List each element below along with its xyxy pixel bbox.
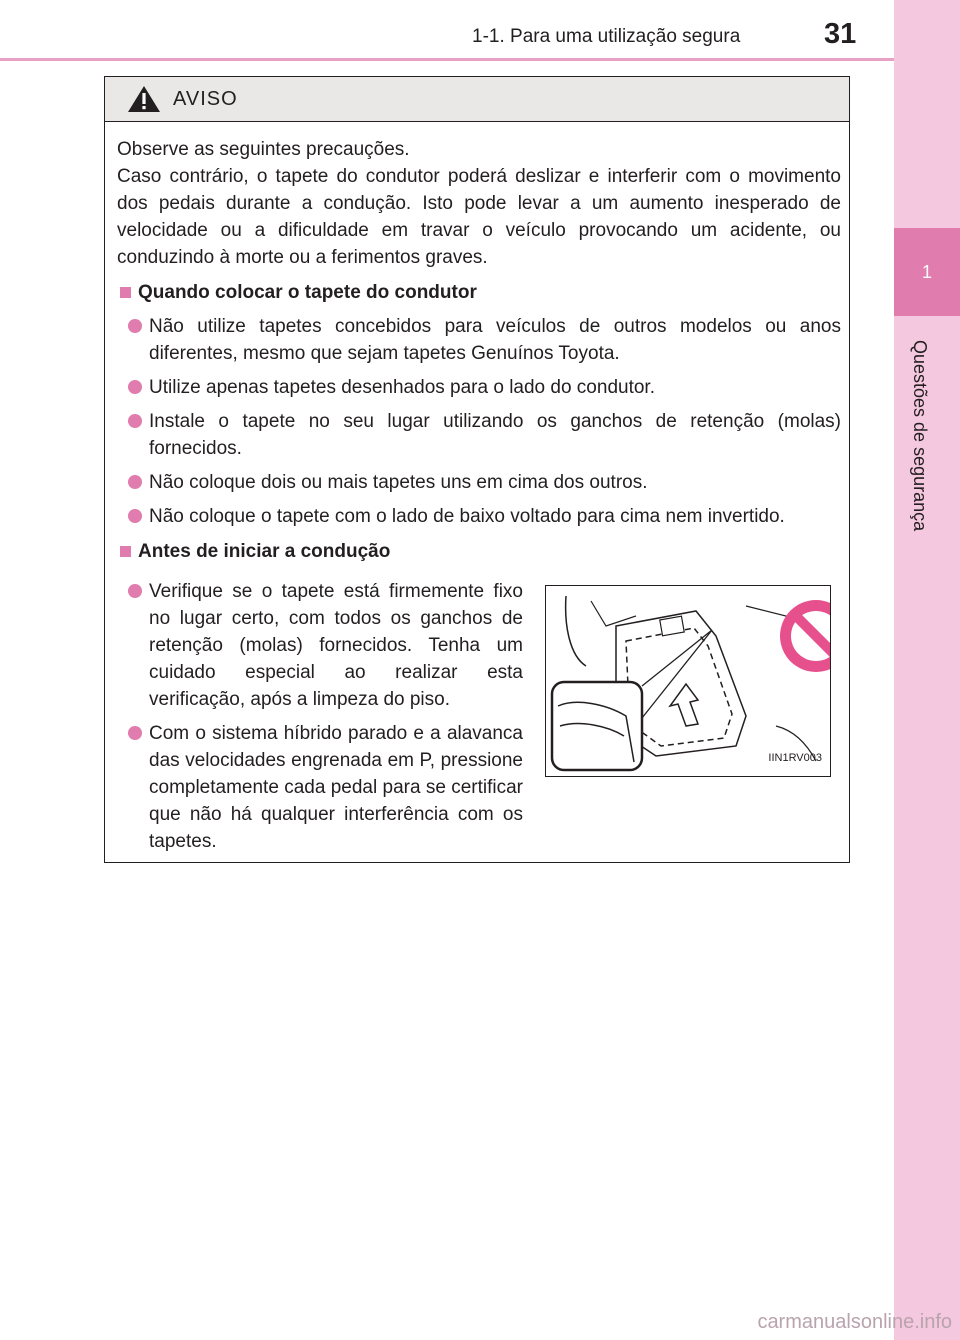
section-heading-text: Antes de iniciar a condução [138, 541, 391, 562]
section-title: 1-1. Para uma utilização segura [472, 26, 741, 47]
bullet-item [117, 313, 841, 367]
section-heading-placing-mat [117, 279, 841, 306]
bullet-dot-icon [128, 380, 142, 394]
section-heading-text: Quando colocar o tapete do condutor [138, 282, 477, 303]
bullet-text: Instale o tapete no seu lugar utilizando os ganchos de retenção (molas) fornecidos. [149, 411, 841, 459]
warning-triangle-icon [127, 85, 161, 113]
bullet-text: Não coloque o tapete com o lado de baixo voltado para cima nem invertido. [149, 506, 785, 527]
bullet-text: Com o sistema híbrido parado e a alavanca das velocidades engrenada em P, pressione completamente cada pedal para se certificar que não há qualquer interferência com os tapetes. [149, 723, 523, 852]
before-driving-bullets [117, 571, 523, 855]
square-bullet-icon [120, 546, 131, 557]
warning-box [104, 76, 850, 863]
header-divider [0, 58, 894, 61]
warning-intro-paragraph: Caso contrário, o tapete do condutor poderá deslizar e interferir com o movimento dos pedais durante a condução. Isto pode levar a um aumento inesperado de velocidade ou a dificuldade em travar o veículo provocando um acidente, ou conduzindo à morte ou a ferimentos graves. [117, 166, 841, 268]
bullet-item [117, 720, 523, 855]
before-driving-content [117, 571, 841, 855]
warning-title: AVISO [173, 87, 238, 110]
square-bullet-icon [120, 287, 131, 298]
bullet-item [117, 374, 841, 401]
warning-header [105, 77, 849, 122]
chapter-side-tab [894, 0, 960, 1340]
warning-body [105, 122, 849, 855]
figure-code: IIN1RV003 [768, 752, 822, 764]
bullet-dot-icon [128, 726, 142, 740]
bullet-dot-icon [128, 414, 142, 428]
bullet-text: Utilize apenas tapetes desenhados para o lado do condutor. [149, 377, 655, 398]
bullet-dot-icon [128, 475, 142, 489]
bullet-dot-icon [128, 584, 142, 598]
section-heading-before-driving [117, 538, 841, 565]
bullet-text: Não coloque dois ou mais tapetes uns em cima dos outros. [149, 472, 648, 493]
bullet-item [117, 503, 841, 530]
bullet-dot-icon [128, 509, 142, 523]
bullet-text: Não utilize tapetes concebidos para veículos de outros modelos ou anos diferentes, mesmo que sejam tapetes Genuínos Toyota. [149, 316, 841, 364]
warning-intro-line: Observe as seguintes precauções. [117, 139, 410, 160]
floor-mat-illustration [545, 585, 831, 777]
bullet-item [117, 469, 841, 496]
chapter-number: 1 [921, 262, 932, 282]
chapter-title: Questões de segurança [910, 340, 930, 532]
bullet-item [117, 408, 841, 462]
watermark: carmanualsonline.info [757, 1311, 952, 1333]
bullet-text: Verifique se o tapete está firmemente fixo no lugar certo, com todos os ganchos de retenção (molas) fornecidos. Tenha um cuidado especial ao realizar esta verificação, após a limpeza do piso. [149, 581, 523, 710]
bullet-dot-icon [128, 319, 142, 333]
bullet-item [117, 578, 523, 713]
page-number: 31 [824, 18, 857, 50]
